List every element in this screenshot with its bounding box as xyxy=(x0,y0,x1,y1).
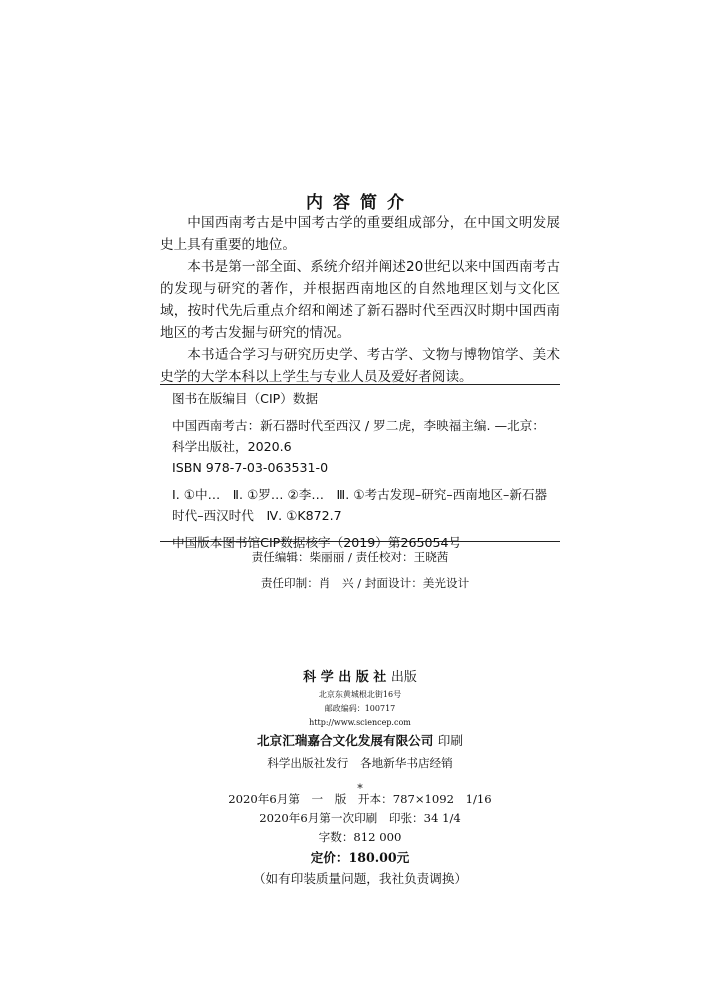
distribution-line: 科学出版社发行 各地新华书店经销 xyxy=(267,756,453,770)
word-count: 字数：812 000 xyxy=(318,830,402,844)
summary-paragraph: 本书适合学习与研究历史学、考古学、文物与博物馆学、美术史学的大学本科以上学生与专业人员及爱好者阅读。 xyxy=(160,347,560,385)
publisher-suffix: 出版 xyxy=(390,670,417,685)
printer-line xyxy=(0,730,720,752)
printer-name: 北京汇瑞嘉合文化发展有限公司 xyxy=(257,733,434,748)
editors-credits xyxy=(0,544,720,596)
editor-credit-line: 责任编辑：柴丽丽 / 责任校对：王晓茜 xyxy=(251,550,449,564)
cip-classification: 时代–西汉时代 Ⅳ. ①K872.7 xyxy=(172,508,342,523)
cip-block xyxy=(172,388,562,553)
printer-suffix: 印刷 xyxy=(437,733,463,748)
production-credit-line: 责任印制：肖 兴 / 封面设计：美光设计 xyxy=(260,576,470,590)
summary-paragraph: 中国西南考古是中国考古学的重要组成部分，在中国文明发展史上具有重要的地位。 xyxy=(160,215,560,253)
cip-bottom-divider xyxy=(160,541,560,542)
quality-note: （如有印装质量问题，我社负责调换） xyxy=(252,871,468,886)
cip-record-number: 中国版本图书馆CIP数据核字（2019）第265054号 xyxy=(172,535,462,550)
publisher-address: 北京东黄城根北街16号 xyxy=(318,690,402,699)
publisher-postcode: 邮政编码：100717 xyxy=(324,704,396,713)
publisher-name-text: 科 学 出 版 社 xyxy=(303,670,387,685)
summary-paragraph: 本书是第一部全面、系统介绍并阐述20世纪以来中国西南考古的发现与研究的著作，并根据西南地区的自然地理区划与文化区域，按时代先后重点介绍和阐述了新石器时代至西汉时期中国西南地区的考古发掘与研究的情况。 xyxy=(160,259,560,341)
cip-heading: 图书在版编目（CIP）数据 xyxy=(172,391,319,406)
cip-publisher-line: 科学出版社，2020.6 xyxy=(172,439,292,454)
summary-body xyxy=(160,212,560,388)
separator-star: * xyxy=(357,782,363,795)
print-specs xyxy=(200,790,520,869)
publisher-url: http://www.sciencep.com xyxy=(309,718,411,727)
publisher-block xyxy=(0,668,720,800)
publisher-name xyxy=(0,668,720,688)
edition-line: 2020年6月第 一 版 开本：787×1092 1/16 xyxy=(228,792,492,806)
cip-classification: Ⅰ. ①中… Ⅱ. ①罗… ②李… Ⅲ. ①考古发现–研究–西南地区–新石器 xyxy=(172,487,548,502)
cip-top-divider xyxy=(160,384,560,385)
cip-title-line: 中国西南考古：新石器时代至西汉 / 罗二虎，李映福主编. —北京： xyxy=(172,418,545,433)
summary-title: 内容简介 xyxy=(306,193,414,213)
price: 定价：180.00元 xyxy=(310,850,410,865)
printing-line: 2020年6月第一次印刷 印张：34 1/4 xyxy=(259,811,461,825)
cip-isbn: ISBN 978-7-03-063531-0 xyxy=(172,460,329,475)
